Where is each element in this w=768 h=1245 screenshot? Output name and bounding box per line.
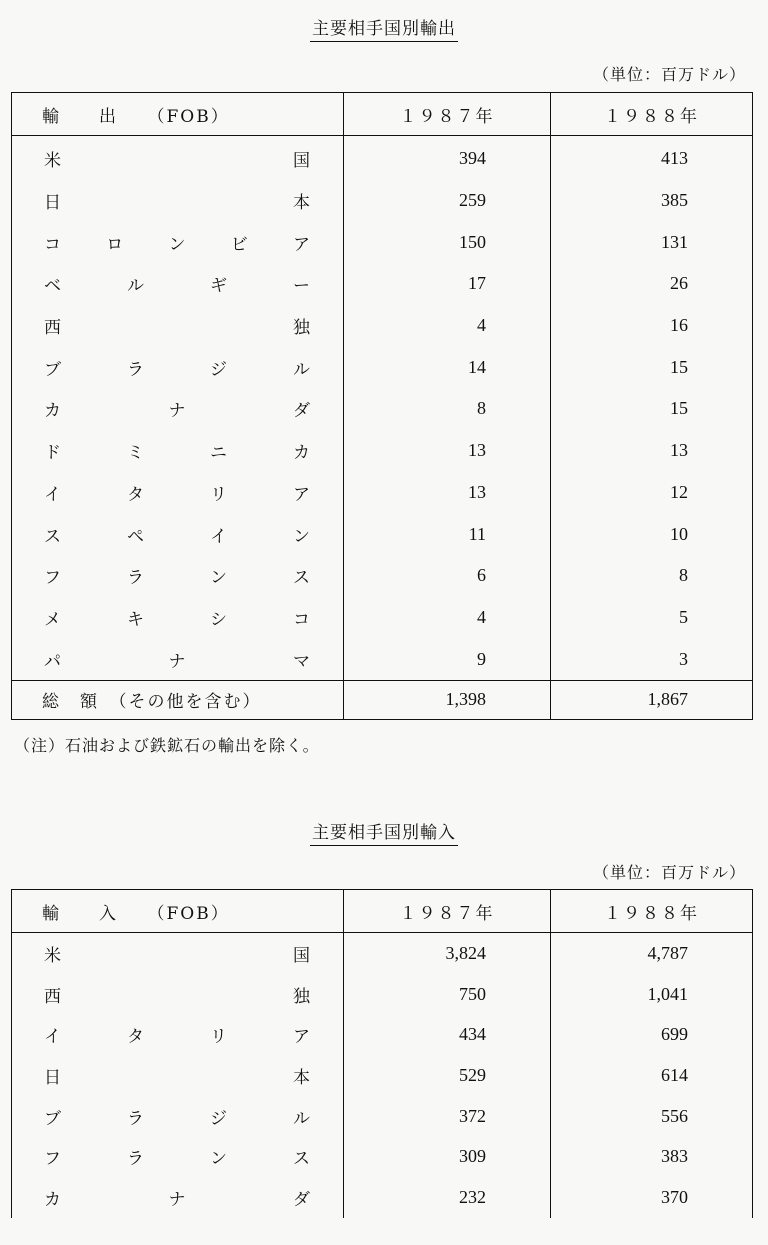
country-name-char: ギ <box>210 276 227 297</box>
country-name-char: ニ <box>210 443 227 464</box>
country-name-char: ス <box>44 526 61 547</box>
country-name-char: ラ <box>127 359 144 380</box>
country-name-char: 米 <box>44 945 61 966</box>
country-name-char: 西 <box>44 318 61 339</box>
country-name-char: ベ <box>44 276 61 297</box>
country-name-char: キ <box>127 609 144 630</box>
table-row <box>12 180 753 222</box>
value-1988: 5 <box>551 597 753 639</box>
country-name-char: リ <box>210 484 227 505</box>
value-1988: 614 <box>551 1055 753 1096</box>
country-name-char: ア <box>293 1027 310 1048</box>
country-name <box>12 472 344 514</box>
country-name-char: ラ <box>127 568 144 589</box>
country-name-char: タ <box>127 1027 144 1048</box>
value-1988: 131 <box>551 221 753 263</box>
country-name-char: 本 <box>293 1067 310 1088</box>
import-header-1988: １９８８年 <box>551 890 753 933</box>
value-1987: 232 <box>344 1177 551 1218</box>
value-1988: 13 <box>551 430 753 472</box>
value-1987: 6 <box>344 555 551 597</box>
value-1987: 3,824 <box>344 933 551 974</box>
table-row <box>12 1014 753 1055</box>
value-1987: 17 <box>344 263 551 305</box>
country-name <box>12 1177 344 1218</box>
country-name-char: カ <box>44 401 61 422</box>
export-total-label: 総 額 （その他を含む） <box>12 680 344 719</box>
country-name <box>12 597 344 639</box>
country-name-char: ス <box>293 1149 310 1170</box>
export-header-1988: １９８８年 <box>551 93 753 136</box>
export-unit-label: （単位：百万ドル） <box>592 65 746 84</box>
table-row <box>12 136 753 180</box>
country-name-char: 本 <box>293 193 310 214</box>
country-name <box>12 1055 344 1096</box>
table-row <box>12 1136 753 1177</box>
value-1988: 370 <box>551 1177 753 1218</box>
value-1988: 4,787 <box>551 933 753 974</box>
country-name-char: ド <box>44 443 61 464</box>
country-name <box>12 221 344 263</box>
country-name-char: シ <box>210 609 227 630</box>
value-1987: 372 <box>344 1096 551 1137</box>
country-name-char: ミ <box>127 443 144 464</box>
country-name-char: ダ <box>293 401 310 422</box>
country-name-char: マ <box>293 651 310 672</box>
country-name <box>12 1136 344 1177</box>
country-name-char: 独 <box>293 318 310 339</box>
country-name <box>12 346 344 388</box>
country-name-char: ス <box>293 568 310 589</box>
country-name-char: コ <box>44 234 61 255</box>
country-name <box>12 974 344 1015</box>
value-1988: 556 <box>551 1096 753 1137</box>
country-name-char: ル <box>293 359 310 380</box>
value-1987: 150 <box>344 221 551 263</box>
value-1988: 26 <box>551 263 753 305</box>
table-row <box>12 638 753 680</box>
country-name-char: 日 <box>44 1067 61 1088</box>
value-1988: 15 <box>551 388 753 430</box>
country-name <box>12 555 344 597</box>
value-1988: 3 <box>551 638 753 680</box>
country-name <box>12 180 344 222</box>
country-name-char: カ <box>44 1189 61 1210</box>
country-name-char: ア <box>293 484 310 505</box>
country-name-char: カ <box>293 443 310 464</box>
country-name <box>12 1096 344 1137</box>
value-1988: 385 <box>551 180 753 222</box>
table-row <box>12 597 753 639</box>
country-name-char: ラ <box>127 1149 144 1170</box>
country-name-char: ジ <box>210 359 227 380</box>
value-1988: 12 <box>551 472 753 514</box>
value-1987: 13 <box>344 430 551 472</box>
table-row <box>12 430 753 472</box>
country-name <box>12 1014 344 1055</box>
country-name-char: ブ <box>44 1108 61 1129</box>
export-header-label: 輸 出 （FOB） <box>12 93 344 136</box>
table-row <box>12 346 753 388</box>
value-1987: 4 <box>344 597 551 639</box>
country-name-char: フ <box>44 568 61 589</box>
country-name-char: パ <box>44 651 61 672</box>
table-row <box>12 221 753 263</box>
import-table <box>11 889 753 1218</box>
value-1987: 9 <box>344 638 551 680</box>
table-row <box>12 1096 753 1137</box>
value-1988: 15 <box>551 346 753 388</box>
import-header-label: 輸 入 （FOB） <box>12 890 344 933</box>
country-name <box>12 388 344 430</box>
country-name-char: ダ <box>293 1189 310 1210</box>
export-note: （注）石油および鉄鉱石の輸出を除く。 <box>14 736 320 755</box>
import-header-1987: １９８７年 <box>344 890 551 933</box>
country-name-char: コ <box>293 609 310 630</box>
table-row <box>12 933 753 974</box>
value-1987: 11 <box>344 513 551 555</box>
country-name-char: ン <box>210 1149 227 1170</box>
country-name-char: ア <box>293 234 310 255</box>
country-name-char: 日 <box>44 193 61 214</box>
value-1987: 394 <box>344 136 551 180</box>
country-name-char: ビ <box>230 234 248 255</box>
value-1988: 16 <box>551 305 753 347</box>
value-1987: 259 <box>344 180 551 222</box>
table-row <box>12 263 753 305</box>
country-name-char: ブ <box>44 359 61 380</box>
export-table <box>11 92 753 720</box>
country-name <box>12 430 344 472</box>
table-row <box>12 388 753 430</box>
country-name <box>12 638 344 680</box>
value-1988: 10 <box>551 513 753 555</box>
country-name-char: ン <box>210 568 227 589</box>
country-name <box>12 136 344 180</box>
country-name-char: ジ <box>210 1108 227 1129</box>
country-name-char: ラ <box>127 1108 144 1129</box>
value-1988: 8 <box>551 555 753 597</box>
country-name-char: ナ <box>168 401 186 422</box>
table-row <box>12 513 753 555</box>
export-header-row <box>12 93 753 136</box>
value-1987: 750 <box>344 974 551 1015</box>
table-row <box>12 974 753 1015</box>
country-name-char: ル <box>293 1108 310 1129</box>
table-row <box>12 1055 753 1096</box>
value-1988: 383 <box>551 1136 753 1177</box>
country-name-char: ン <box>293 526 310 547</box>
country-name-char: フ <box>44 1149 61 1170</box>
value-1987: 529 <box>344 1055 551 1096</box>
country-name-char: ナ <box>168 1189 186 1210</box>
import-header-row <box>12 890 753 933</box>
value-1987: 434 <box>344 1014 551 1055</box>
export-total-row <box>12 680 753 719</box>
country-name-char: メ <box>44 609 61 630</box>
country-name-char: イ <box>44 1027 61 1048</box>
value-1987: 14 <box>344 346 551 388</box>
export-title: 主要相手国別輸出 <box>0 14 768 39</box>
table-row <box>12 305 753 347</box>
import-body <box>12 933 753 1218</box>
export-header-1987: １９８７年 <box>344 93 551 136</box>
country-name-char: ペ <box>127 526 144 547</box>
value-1988: 413 <box>551 136 753 180</box>
country-name <box>12 933 344 974</box>
value-1987: 13 <box>344 472 551 514</box>
import-unit-label: （単位：百万ドル） <box>592 863 746 882</box>
country-name-char: ー <box>293 276 310 297</box>
country-name-char: リ <box>210 1027 227 1048</box>
export-total-1987: 1,398 <box>344 680 551 719</box>
value-1988: 1,041 <box>551 974 753 1015</box>
export-total-1988: 1,867 <box>551 680 753 719</box>
value-1987: 309 <box>344 1136 551 1177</box>
export-body <box>12 136 753 681</box>
table-row <box>12 555 753 597</box>
table-row <box>12 1177 753 1218</box>
country-name <box>12 263 344 305</box>
country-name-char: 国 <box>293 151 310 172</box>
country-name-char: ル <box>127 276 144 297</box>
country-name-char: イ <box>44 484 61 505</box>
import-title: 主要相手国別輸入 <box>0 818 768 843</box>
country-name-char: イ <box>210 526 227 547</box>
country-name-char: 国 <box>293 945 310 966</box>
value-1987: 8 <box>344 388 551 430</box>
country-name-char: ナ <box>168 651 186 672</box>
country-name <box>12 513 344 555</box>
country-name-char: ロ <box>106 234 124 255</box>
value-1988: 699 <box>551 1014 753 1055</box>
country-name <box>12 305 344 347</box>
country-name-char: ン <box>168 234 186 255</box>
table-row <box>12 472 753 514</box>
country-name-char: 西 <box>44 986 61 1007</box>
country-name-char: 米 <box>44 151 61 172</box>
country-name-char: 独 <box>293 986 310 1007</box>
country-name-char: タ <box>127 484 144 505</box>
value-1987: 4 <box>344 305 551 347</box>
